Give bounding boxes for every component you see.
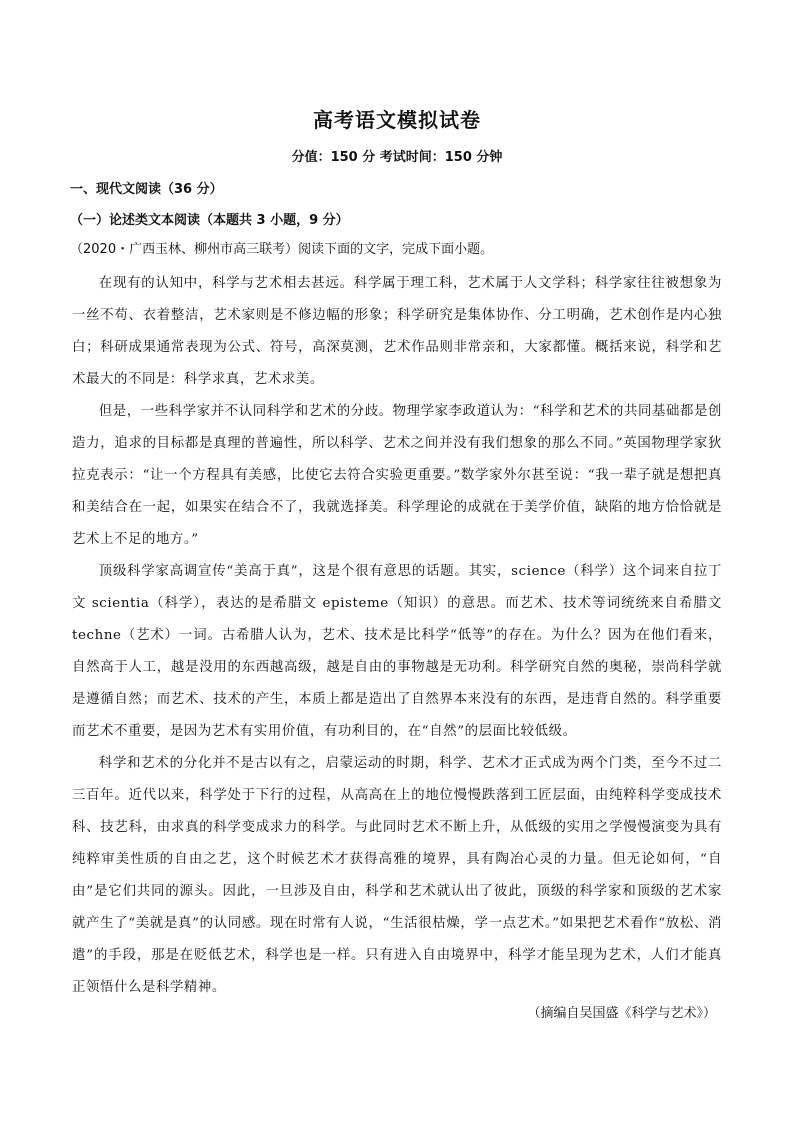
reading-instruction: （2020・广西玉林、柳州市高三联考）阅读下面的文字，完成下面小题。 [70, 242, 494, 257]
paragraph: 顶级科学家高调宣传“美高于真”，这是个很有意思的话题。其实，science（科学）这个词来自拉丁文 scientia（科学），表达的是希腊文 episteme（知识）的意思。而艺术、技术等词统统来自希腊文 techne（艺术）一词。古希腊人认为，艺术、技术是比科学“低等”的存在。为什么？因为在他们看来，自然高于人工，越是没用的东西越高级，越是自由的事物越是无功利。科学研究自然的奥秘，崇尚科学就是遵循自然；而艺术、技术的产生，本质上都是造出了自然界本来没有的东西，是违背自然的。科学重要而艺术不重要，是因为艺术有实用价值，有功利目的，在“自然”的层面比较低级。 [72, 564, 722, 739]
article-source: （摘编自吴国盛《科学与艺术》） [527, 1006, 716, 1021]
page-title: 高考语文模拟试卷 [313, 108, 481, 132]
subsection-heading: （一）论述类文本阅读（本题共 3 小题，9 分） [70, 213, 349, 228]
paragraph: 科学和艺术的分化并不是古以有之，启蒙运动的时期，科学、艺术才正式成为两个门类，至今不过二三百年。近代以来，科学处于下行的过程，从高高在上的地位慢慢跌落到工匠层面，由纯粹科学变成技术科、技艺科，由求真的科学变成求力的科学。与此同时艺术不断上升，从低级的实用之学慢慢演变为具有纯粹审美性质的自由之艺，这个时候艺术才获得高雅的境界，具有陶冶心灵的力量。但无论如何，“自由”是它们共同的源头。因此，一旦涉及自由，科学和艺术就认出了彼此，顶级的科学家和顶级的艺术家就产生了“美就是真”的认同感。现在时常有人说，“生活很枯燥，学一点艺术。”如果把艺术看作“放松、消遣”的手段，那是在贬低艺术，科学也是一样。只有进入自由境界中，科学才能呈现为艺术，人们才能真正领悟什么是科学精神。 [72, 756, 722, 995]
article-body [72, 268, 722, 1004]
score-time-line: 分值：150 分 考试时间：150 分钟 [291, 150, 503, 165]
paragraph: 在现有的认知中，科学与艺术相去甚远。科学属于理工科，艺术属于人文学科；科学家往往被想象为一丝不苟、衣着整洁，艺术家则是不修边幅的形象；科学研究是集体协作、分工明确，艺术创作是内心独白；科研成果通常表现为公式、符号，高深莫测，艺术作品则非常亲和，大家都懂。概括来说，科学和艺术最大的不同是：科学求真，艺术求美。 [72, 276, 722, 387]
paragraph: 但是，一些科学家并不认同科学和艺术的分歧。物理学家李政道认为：“科学和艺术的共同基础都是创造力，追求的目标都是真理的普遍性，所以科学、艺术之间并没有我们想象的那么不同。”英国物理学家狄拉克表示：“让一个方程具有美感，比使它去符合实验更重要。”数学家外尔甚至说：“我一辈子就是想把真和美结合在一起，如果实在结合不了，我就选择美。科学理论的成就在于美学价值，缺陷的地方恰恰就是艺术上不足的地方。” [72, 404, 722, 547]
section-heading: 一、现代文阅读（36 分） [70, 182, 223, 197]
